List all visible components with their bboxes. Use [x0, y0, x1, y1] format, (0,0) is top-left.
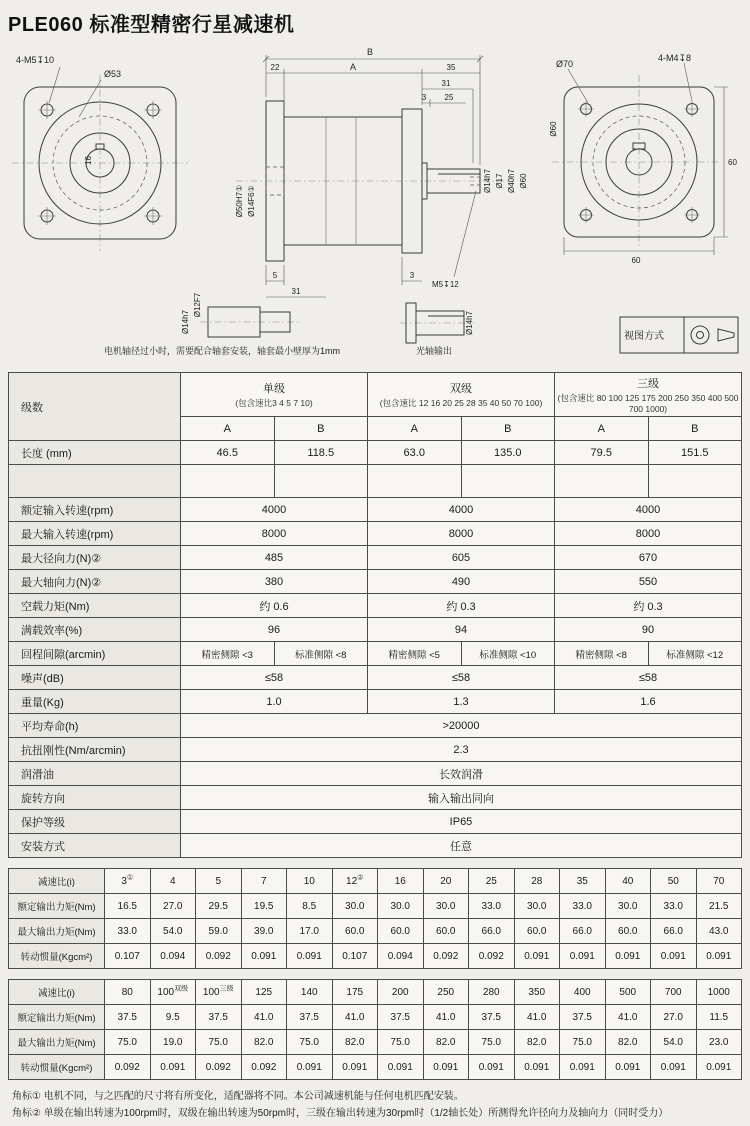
value-cell: 输入输出同向 [181, 786, 742, 810]
value-cell: 46.5 [181, 441, 275, 465]
value-cell: 1.3 [368, 690, 555, 714]
ratio-cell: 0.091 [241, 944, 287, 969]
row-label: 额定输入转速(rpm) [9, 498, 181, 522]
dim-25: 25 [444, 93, 454, 102]
table-row [9, 1005, 742, 1030]
ratio-cell: 39.0 [241, 919, 287, 944]
ratio-cell: 82.0 [332, 1030, 378, 1055]
value-cell [181, 465, 275, 498]
ratio-cell: 82.0 [423, 1030, 469, 1055]
ratio-cell: 0.091 [378, 1055, 424, 1080]
spec-table [8, 372, 742, 858]
view-method-box [620, 317, 738, 353]
front-key-dim: 16 [84, 156, 93, 165]
ratio-cell: 125 [241, 980, 287, 1005]
value-cell: 2.3 [181, 738, 742, 762]
table-row [9, 546, 742, 570]
dia-50h7: Ø50H7① [235, 184, 244, 218]
ratio-cell: 75.0 [469, 1030, 515, 1055]
row-label: 减速比(i) [9, 869, 105, 894]
ratio-cell: 0.091 [560, 944, 606, 969]
value-cell: ≤58 [181, 666, 368, 690]
ratio-cell: 75.0 [378, 1030, 424, 1055]
ratio-cell: $100^{双级}$ [150, 980, 196, 1005]
value-cell: 精密侧隙 <3 [181, 642, 275, 666]
ratio-cell: 27.0 [651, 1005, 697, 1030]
row-label: 旋转方向 [9, 786, 181, 810]
page-title: PLE060 标准型精密行星减速机 [8, 14, 295, 36]
ratio-cell: 37.5 [378, 1005, 424, 1030]
value-cell: ≤58 [368, 666, 555, 690]
plain-shaft-dia: Ø14h7 [465, 310, 474, 336]
ratio-cell: 16.5 [105, 894, 151, 919]
table-row [9, 1030, 742, 1055]
group-header-double: 双级 (包含速比 12 16 20 25 28 35 40 50 70 100) [368, 373, 555, 417]
table-row [9, 373, 742, 417]
row-label: 安装方式 [9, 834, 181, 858]
row-label: 转动惯量(Kgcm²) [9, 1055, 105, 1080]
value-cell: 8000 [368, 522, 555, 546]
row-label: 转动惯量(Kgcm²) [9, 944, 105, 969]
value-cell: 约 0.6 [181, 594, 368, 618]
table-row [9, 738, 742, 762]
row-label: 最大输出力矩(Nm) [9, 919, 105, 944]
ratio-cell: 4 [150, 869, 196, 894]
dim-3-top: 3 [421, 93, 427, 102]
ratio-cell: 0.092 [423, 944, 469, 969]
rear-dia-60: Ø60 [549, 121, 558, 137]
ratio-cell: 50 [651, 869, 697, 894]
footnote-1: 角标① 电机不同，与之匹配的尺寸将有所变化，适配器将不同。本公司减速机能与任何电机匹配安装。 [12, 1091, 464, 1102]
ab-header: B [461, 417, 555, 441]
footnotes [8, 1089, 742, 1122]
ab-header: B [648, 417, 742, 441]
ratio-cell: 75.0 [196, 1030, 242, 1055]
ratio-cell: 37.5 [287, 1005, 333, 1030]
row-label: 抗扭刚性(Nm/arcmin) [9, 738, 181, 762]
value-cell: 94 [368, 618, 555, 642]
ab-header: A [181, 417, 275, 441]
value-cell [461, 465, 555, 498]
ratio-cell: 8.5 [287, 894, 333, 919]
row-label: 平均寿命(h) [9, 714, 181, 738]
row-label: 额定输出力矩(Nm) [9, 1005, 105, 1030]
ab-header: B [274, 417, 368, 441]
value-cell: 约 0.3 [368, 594, 555, 618]
ratio-cell: 37.5 [560, 1005, 606, 1030]
front-dia-label: Ø53 [104, 69, 122, 79]
rear-dim-60-right: 60 [728, 158, 737, 167]
footnote-2: 角标② 单级在输出转速为100rpm时，双级在输出转速为50rpm时，三级在输出转速为30rpm时（1/2轴长处）所测得允许径向力及轴向力（同时受力） [12, 1107, 669, 1119]
sleeve-dia-outer: Ø14h7 [181, 309, 190, 335]
table-row [9, 980, 742, 1005]
ratio-cell: 19.0 [150, 1030, 196, 1055]
table-row [9, 642, 742, 666]
ratio-cell: 82.0 [514, 1030, 560, 1055]
ratio-cell: 60.0 [605, 919, 651, 944]
ratio-cell: 41.0 [605, 1005, 651, 1030]
ratio-cell: 23.0 [696, 1030, 742, 1055]
value-cell: 135.0 [461, 441, 555, 465]
value-cell: 4000 [181, 498, 368, 522]
dim-35: 35 [446, 63, 456, 72]
value-cell: 63.0 [368, 441, 462, 465]
plain-shaft-detail [400, 303, 474, 356]
ratio-cell: 60.0 [378, 919, 424, 944]
table-row [9, 869, 742, 894]
row-label: 额定输出力矩(Nm) [9, 894, 105, 919]
ratio-cell: 200 [378, 980, 424, 1005]
ratio-cell: 66.0 [469, 919, 515, 944]
table-row [9, 786, 742, 810]
ratio-cell: 60.0 [514, 919, 560, 944]
rear-dim-60-bottom: 60 [631, 256, 641, 265]
ratio-cell: 41.0 [241, 1005, 287, 1030]
dia-14h7: Ø14h7 [483, 168, 492, 194]
ratio-cell: 30.0 [423, 894, 469, 919]
value-cell [648, 465, 742, 498]
table-row [9, 570, 742, 594]
ratio-cell: 0.092 [469, 944, 515, 969]
front-bolt-note: 4-M5↧10 [16, 55, 55, 65]
ratio-cell: 27.0 [150, 894, 196, 919]
ratio-cell: 33.0 [469, 894, 515, 919]
rear-view [549, 53, 737, 265]
dim-31-top: 31 [441, 79, 451, 88]
table-row [9, 522, 742, 546]
dim-31-bottom: 31 [291, 287, 301, 296]
table-row [9, 714, 742, 738]
ratio-cell: 0.091 [696, 1055, 742, 1080]
value-cell: 8000 [555, 522, 742, 546]
ratio-cell: 0.091 [651, 1055, 697, 1080]
value-cell: 90 [555, 618, 742, 642]
table-row [9, 762, 742, 786]
ratio-cell: 350 [514, 980, 560, 1005]
ratio-cell: 54.0 [150, 919, 196, 944]
ratio-cell: 60.0 [332, 919, 378, 944]
rear-bolt-note: 4-M4↧8 [658, 53, 692, 63]
value-cell: 长效润滑 [181, 762, 742, 786]
value-cell: ≤58 [555, 666, 742, 690]
spacer-row [9, 465, 742, 498]
ratio-cell: 11.5 [696, 1005, 742, 1030]
value-cell: 精密侧隙 <5 [368, 642, 462, 666]
ratio-cell: 0.091 [287, 1055, 333, 1080]
value-cell: 标准侧隙 <12 [648, 642, 742, 666]
table-row [9, 441, 742, 465]
value-cell: 4000 [368, 498, 555, 522]
table-row [9, 944, 742, 969]
ratio-cell: 5 [196, 869, 242, 894]
table-row [9, 618, 742, 642]
value-cell: 490 [368, 570, 555, 594]
value-cell: 550 [555, 570, 742, 594]
rear-dia-70: Ø70 [556, 59, 574, 69]
ratio-cell: 43.0 [696, 919, 742, 944]
value-cell: 118.5 [274, 441, 368, 465]
ratio-cell: 21.5 [696, 894, 742, 919]
ratio-cell: 3① [105, 869, 151, 894]
front-view [12, 55, 188, 251]
row-label: 最大轴向力(N)② [9, 570, 181, 594]
ratio-cell: 0.094 [150, 944, 196, 969]
table-row [9, 1055, 742, 1080]
row-label: 减速比(i) [9, 980, 105, 1005]
dim-5: 5 [272, 271, 278, 280]
table-row [9, 594, 742, 618]
ratio-cell: 28 [514, 869, 560, 894]
ratio-cell: 0.092 [196, 1055, 242, 1080]
ratio-cell: 29.5 [196, 894, 242, 919]
view-method-label: 视图方式 [624, 331, 664, 342]
ratio-cell: 54.0 [651, 1030, 697, 1055]
ratio-cell: 75.0 [560, 1030, 606, 1055]
value-cell: 精密侧隙 <8 [555, 642, 649, 666]
table-row [9, 498, 742, 522]
sleeve-dia-inner: Ø12F7 [193, 292, 202, 318]
row-label: 最大输出力矩(Nm) [9, 1030, 105, 1055]
ratio-cell: 30.0 [605, 894, 651, 919]
value-cell: 标准侧隙 <10 [461, 642, 555, 666]
ratio-cell: 66.0 [651, 919, 697, 944]
side-view [235, 47, 528, 297]
value-cell: IP65 [181, 810, 742, 834]
ratio-cell: 59.0 [196, 919, 242, 944]
sleeve-detail [104, 292, 340, 357]
ratio-cell: 0.091 [605, 944, 651, 969]
plain-shaft-caption: 光轴输出 [416, 346, 453, 356]
ratio-cell: 0.091 [514, 944, 560, 969]
ratio-table-2 [8, 979, 742, 1080]
ratio-cell: 0.091 [696, 944, 742, 969]
table-row [9, 690, 742, 714]
ratio-cell: 70 [696, 869, 742, 894]
value-cell: 8000 [181, 522, 368, 546]
ratio-cell: 80 [105, 980, 151, 1005]
value-cell: 96 [181, 618, 368, 642]
ratio-cell: 60.0 [423, 919, 469, 944]
ratio-cell: 41.0 [332, 1005, 378, 1030]
row-label: 润滑油 [9, 762, 181, 786]
ratio-cell: 500 [605, 980, 651, 1005]
ratio-cell: $100^{三级}$ [196, 980, 242, 1005]
value-cell: 605 [368, 546, 555, 570]
value-cell: 485 [181, 546, 368, 570]
ratio-cell: 280 [469, 980, 515, 1005]
value-cell [368, 465, 462, 498]
value-cell: 任意 [181, 834, 742, 858]
ratio-cell: 66.0 [560, 919, 606, 944]
group-header-single: 单级 (包含速比3 4 5 7 10) [181, 373, 368, 417]
row-label: 空载力矩(Nm) [9, 594, 181, 618]
ratio-cell: 0.092 [241, 1055, 287, 1080]
ratio-cell: 17.0 [287, 919, 333, 944]
ratio-cell: 0.091 [514, 1055, 560, 1080]
ratio-cell: 7 [241, 869, 287, 894]
ratio-cell: 41.0 [514, 1005, 560, 1030]
row-label: 重量(Kg) [9, 690, 181, 714]
dim-a: A [349, 62, 357, 72]
dia-17: Ø17 [495, 173, 504, 189]
ratio-cell: 0.091 [332, 1055, 378, 1080]
ratio-cell: 75.0 [105, 1030, 151, 1055]
ratio-cell: 25 [469, 869, 515, 894]
ratio-cell: 0.091 [469, 1055, 515, 1080]
value-cell: 约 0.3 [555, 594, 742, 618]
ratio-cell: 20 [423, 869, 469, 894]
group-header-triple: 三级 (包含速比 80 100 125 175 200 250 350 400 500 700 1000) [555, 373, 742, 417]
value-cell: 标准侧隙 <8 [274, 642, 368, 666]
value-cell: 1.0 [181, 690, 368, 714]
sleeve-caption: 电机轴径过小时，需要配合轴套安装，轴套最小壁厚为1mm [104, 346, 341, 356]
row-label [9, 465, 181, 498]
ratio-cell: 16 [378, 869, 424, 894]
ratio-cell: 30.0 [378, 894, 424, 919]
value-cell: 1.6 [555, 690, 742, 714]
ratio-cell: 0.091 [605, 1055, 651, 1080]
row-label: 长度 (mm) [9, 441, 181, 465]
value-cell: >20000 [181, 714, 742, 738]
value-cell: 4000 [555, 498, 742, 522]
ratio-cell: 75.0 [287, 1030, 333, 1055]
ratio-cell: 0.092 [105, 1055, 151, 1080]
ratio-cell: 40 [605, 869, 651, 894]
ratio-cell: 35 [560, 869, 606, 894]
table-row [9, 810, 742, 834]
value-cell: 151.5 [648, 441, 742, 465]
ratio-cell: 1000 [696, 980, 742, 1005]
ratio-cell: 0.091 [651, 944, 697, 969]
ratio-cell: 175 [332, 980, 378, 1005]
dia-60: Ø60 [519, 173, 528, 189]
ratio-cell: 12② [332, 869, 378, 894]
ratio-cell: 33.0 [560, 894, 606, 919]
table-row [9, 666, 742, 690]
ratio-cell: 0.094 [378, 944, 424, 969]
technical-drawing [8, 41, 742, 361]
ratio-cell: 82.0 [241, 1030, 287, 1055]
ratio-cell: 30.0 [332, 894, 378, 919]
tap-note: M5↧12 [432, 280, 459, 289]
row-label: 满载效率(%) [9, 618, 181, 642]
value-cell: 380 [181, 570, 368, 594]
ratio-cell: 33.0 [105, 919, 151, 944]
ratio-cell: 82.0 [605, 1030, 651, 1055]
ratio-cell: 250 [423, 980, 469, 1005]
corner-label: 级数 [9, 373, 181, 441]
ratio-cell: 41.0 [423, 1005, 469, 1030]
row-label: 保护等级 [9, 810, 181, 834]
dim-b: B [366, 47, 374, 57]
ratio-cell: 0.091 [150, 1055, 196, 1080]
ratio-cell: 0.091 [287, 944, 333, 969]
row-label: 最大径向力(N)② [9, 546, 181, 570]
value-cell: 79.5 [555, 441, 649, 465]
ratio-cell: 140 [287, 980, 333, 1005]
value-cell [555, 465, 649, 498]
ab-header: A [368, 417, 462, 441]
ratio-cell: 37.5 [196, 1005, 242, 1030]
ratio-cell: 0.092 [196, 944, 242, 969]
ratio-cell: 0.107 [332, 944, 378, 969]
row-label: 最大输入转速(rpm) [9, 522, 181, 546]
dim-3-bottom: 3 [409, 271, 415, 280]
ratio-cell: 0.091 [423, 1055, 469, 1080]
table-row [9, 894, 742, 919]
ratio-cell: 30.0 [514, 894, 560, 919]
row-label: 回程间隙(arcmin) [9, 642, 181, 666]
ratio-cell: 9.5 [150, 1005, 196, 1030]
dia-40h7: Ø40h7 [507, 168, 516, 194]
dim-22: 22 [270, 63, 280, 72]
ratio-cell: 37.5 [469, 1005, 515, 1030]
ratio-cell: 33.0 [651, 894, 697, 919]
dia-14f6: Ø14F6① [247, 185, 256, 217]
table-row [9, 834, 742, 858]
ratio-cell: 700 [651, 980, 697, 1005]
value-cell: 670 [555, 546, 742, 570]
value-cell [274, 465, 368, 498]
ratio-table-1 [8, 868, 742, 969]
row-label: 噪声(dB) [9, 666, 181, 690]
ab-header: A [555, 417, 649, 441]
ratio-cell: 400 [560, 980, 606, 1005]
ratio-cell: 37.5 [105, 1005, 151, 1030]
table-row [9, 919, 742, 944]
ratio-cell: 0.107 [105, 944, 151, 969]
ratio-cell: 10 [287, 869, 333, 894]
ratio-cell: 19.5 [241, 894, 287, 919]
ratio-cell: 0.091 [560, 1055, 606, 1080]
